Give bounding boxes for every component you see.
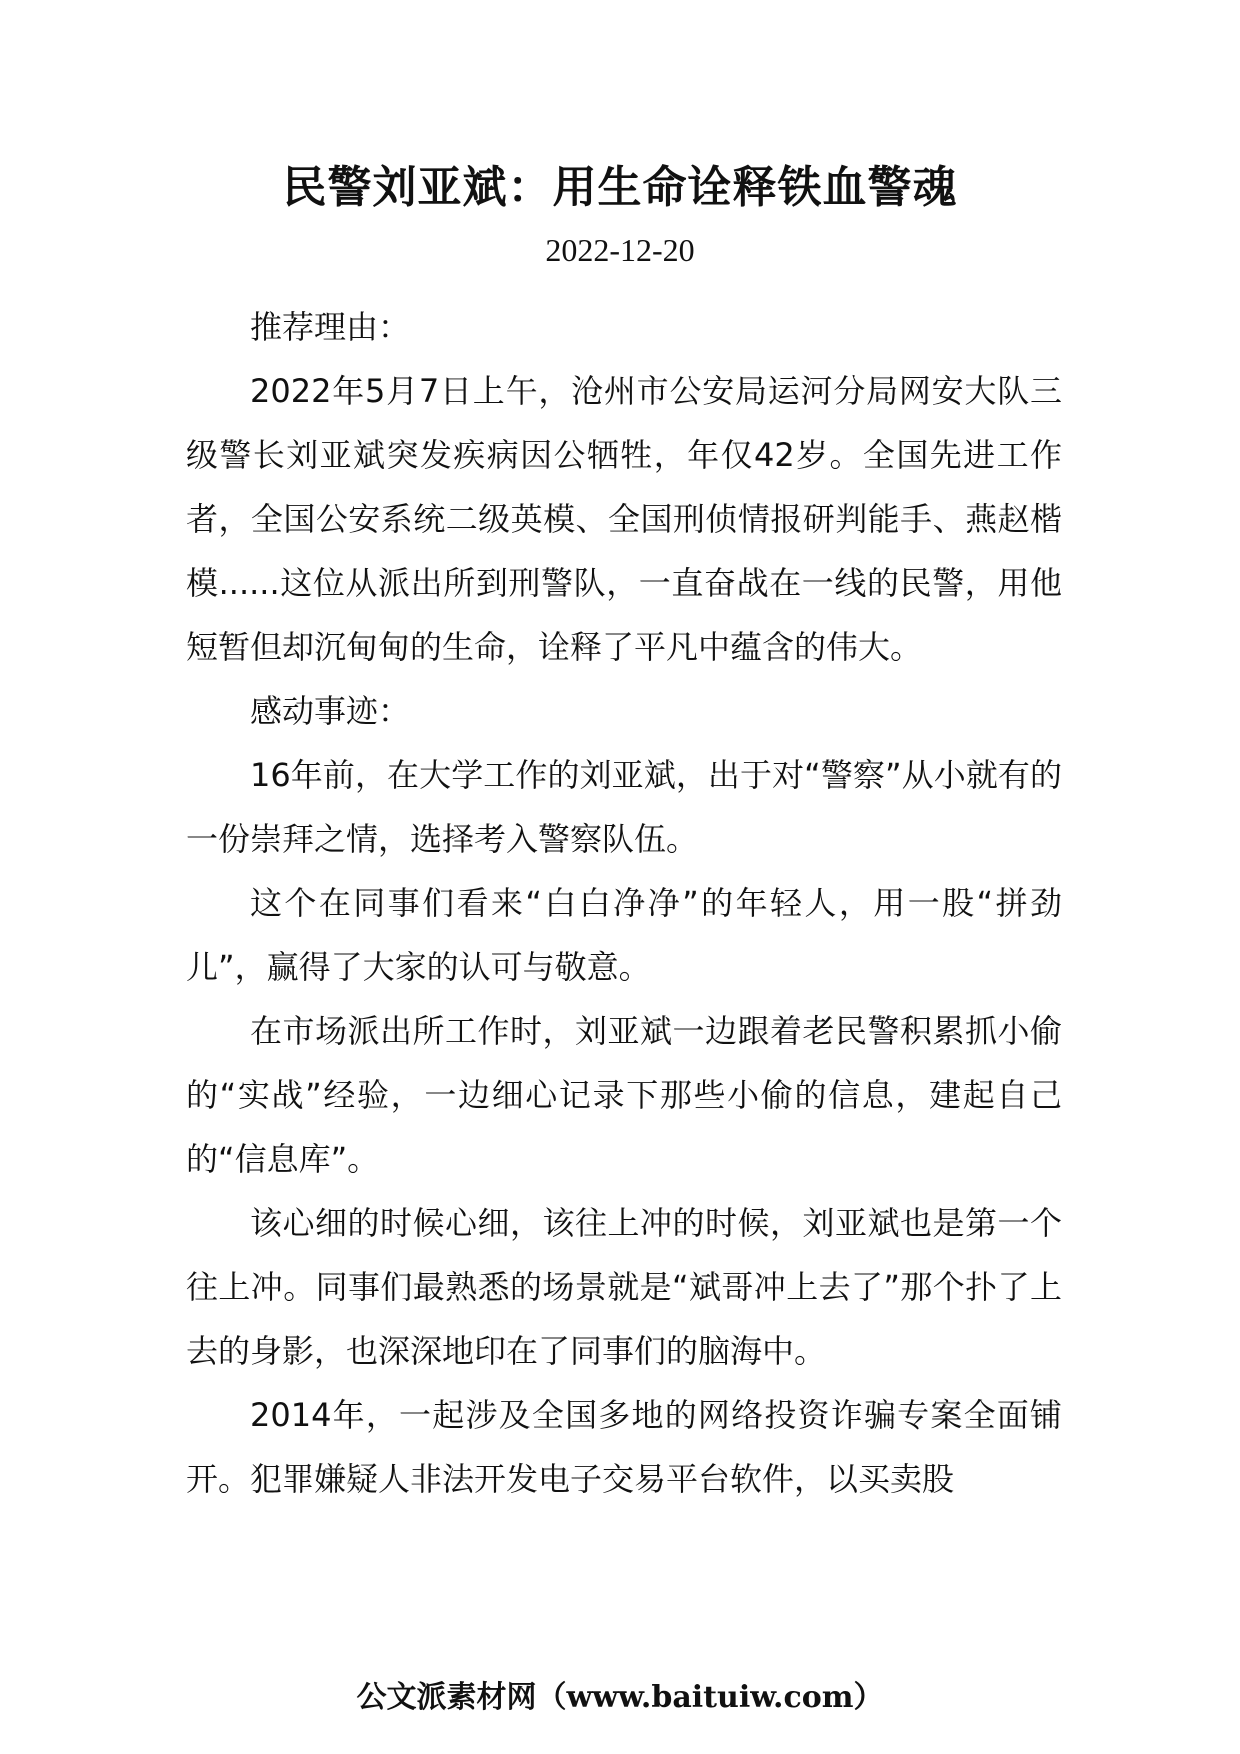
article-body [186,295,1062,1511]
page-title: 民警刘亚斌：用生命诠释铁血警魂 [282,162,958,213]
footer-source: 公文派素材网（www.baituiw.com） [356,1680,884,1715]
paragraph: 16年前，在大学工作的刘亚斌，出于对“警察”从小就有的一份崇拜之情，选择考入警察队伍。 [186,756,1062,858]
section-heading-deeds: 感动事迹： [250,692,411,730]
section-heading-reason: 推荐理由： [250,308,411,346]
paragraph: 2022年5月7日上午，沧州市公安局运河分局网安大队三级警长刘亚斌突发疾病因公牺牲，年仅42岁。全国先进工作者，全国公安系统二级英模、全国刑侦情报研判能手、燕赵楷模......这位从派出所到刑警队，一直奋战在一线的民警，用他短暂但却沉甸甸的生命，诠释了平凡中蕴含的伟大。 [186,372,1062,666]
paragraph: 2014年，一起涉及全国多地的网络投资诈骗专案全面铺开。犯罪嫌疑人非法开发电子交易平台软件，以买卖股 [186,1396,1062,1498]
paragraph: 在市场派出所工作时，刘亚斌一边跟着老民警积累抓小偷的“实战”经验，一边细心记录下那些小偷的信息，建起自己的“信息库”。 [186,1012,1062,1178]
paragraph: 这个在同事们看来“白白净净”的年轻人，用一股“拼劲儿”，赢得了大家的认可与敬意。 [186,884,1062,986]
paragraph: 该心细的时候心细，该往上冲的时候，刘亚斌也是第一个往上冲。同事们最熟悉的场景就是“斌哥冲上去了”那个扑了上去的身影，也深深地印在了同事们的脑海中。 [186,1204,1062,1370]
publish-date: 2022-12-20 [545,232,695,268]
